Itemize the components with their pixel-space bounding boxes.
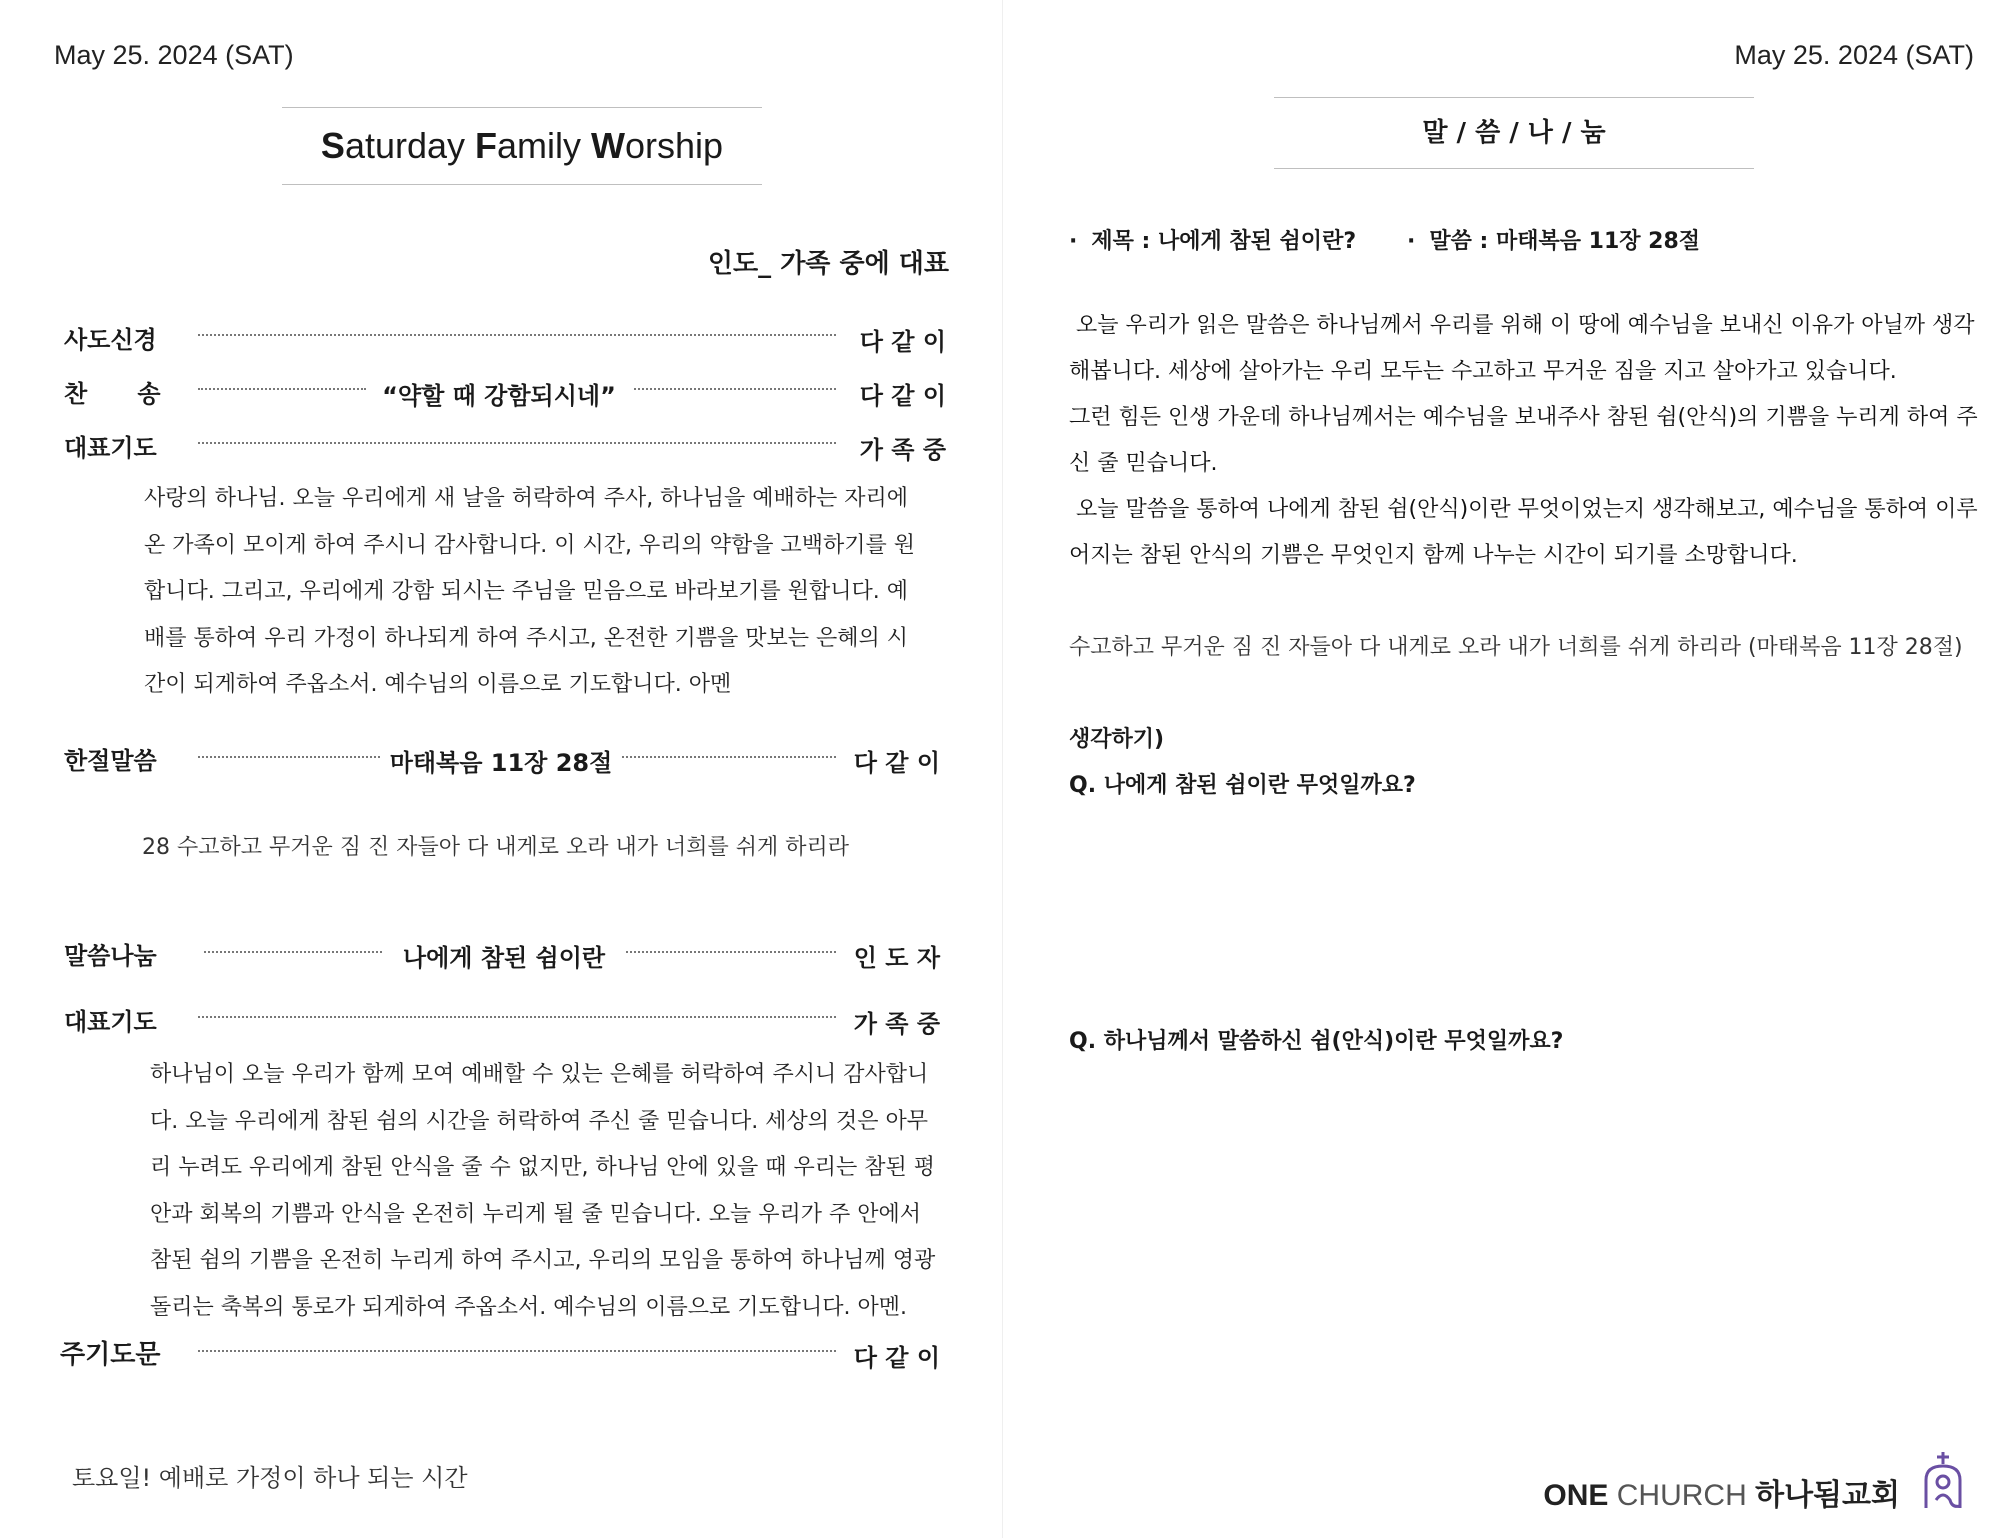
left-date: May 25. 2024 (SAT): [54, 40, 294, 70]
leader-note: 인도_ 가족 중에 대표: [707, 249, 949, 279]
row-lords-prayer-role: 다 같 이: [853, 1344, 940, 1372]
leader-dots: [634, 388, 836, 390]
think-heading: 생각하기): [1069, 727, 1165, 752]
row-apostles-creed-role: 다 같 이: [859, 328, 946, 356]
bullet: ·: [1069, 229, 1078, 254]
scripture-line: · 말씀 : 마태복음 11장 28절: [1407, 229, 1701, 254]
opening-prayer: 사랑의 하나님. 오늘 우리에게 새 날을 허락하여 주사, 하나님을 예배하는 자리에 온 가족이 모이게 하여 주시니 감사합니다. 이 시간, 우리의 약함을 고백하기를 원 합니다. 그리고, 우리에게 강함 되시는 주님을 믿음으로 바라보기를 원합니다. 예 배를 통하여 우리 가정이 하나되게 하여 주시고, 온전한 기쁨을 맛보는 은혜의 시 간이 되게하여 주옵소서. 예수님의 이름으로 기도합니다. 아멘: [144, 486, 915, 697]
row-scripture-label: 한절말씀: [64, 747, 157, 775]
row-prayer2-label: 대표기도: [64, 1008, 157, 1036]
leader-dots: [198, 1350, 836, 1352]
right-date: May 25. 2024 (SAT): [1734, 40, 1974, 70]
right-page: [1003, 0, 1998, 1538]
row-scripture-role: 다 같 이: [853, 749, 940, 777]
sharing-title: 말 / 씀 / 나 / 눔: [1274, 97, 1754, 169]
subject-line: · 제목 : 나에게 참된 쉼이란?: [1069, 229, 1357, 254]
leader-dots: [626, 951, 836, 953]
left-footer: 토요일! 예배로 가정이 하나 되는 시간: [72, 1464, 468, 1492]
title-text: Saturday Family Worship: [320, 125, 724, 166]
scripture-quote: 수고하고 무거운 짐 진 자들아 다 내게로 오라 내가 너희를 쉬게 하리라 (마태복음 11장 28절): [1069, 635, 1963, 660]
leader-dots: [198, 1016, 836, 1018]
row-lords-prayer-label: 주기도문: [60, 1340, 161, 1370]
bullet: ·: [1407, 229, 1416, 254]
closing-prayer: 하나님이 오늘 우리가 함께 모여 예배할 수 있는 은혜를 허락하여 주시니 감사합니 다. 오늘 우리에게 참된 쉼의 시간을 허락하여 주신 줄 믿습니다. 세상의 것은 아무 리 누려도 우리에게 참된 안식을 줄 수 없지만, 하나님 안에 있을 때 우리는 참된 평 안과 회복의 기쁨과 안식을 온전히 누리게 될 줄 믿습니다. 오늘 우리가 주 안에서 참된 쉼의 기쁨을 온전히 누리게 하여 주시고, 우리의 모임을 통하여 하나님께 영광 돌리는 축복의 통로가 되게하여 주옵소서. 예수님의 이름으로 기도합니다. 아멘.: [150, 1062, 936, 1320]
row-hymn-title: “약할 때 강함되시네”: [382, 382, 616, 410]
church-icon: [1918, 1450, 1968, 1514]
row-prayer2-role: 가 족 중: [853, 1010, 940, 1038]
row-sharing-label: 말씀나눔: [64, 942, 157, 970]
question-1: Q. 나에게 참된 쉼이란 무엇일까요?: [1069, 773, 1416, 798]
leader-dots: [198, 756, 380, 758]
leader-dots: [198, 334, 836, 336]
leader-dots: [198, 442, 836, 444]
leader-dots: [622, 756, 836, 758]
leader-dots: [204, 951, 382, 953]
church-logo-text: ONE CHURCH 하나됨교회: [1543, 1479, 1900, 1512]
worship-title: [282, 107, 762, 185]
row-sharing-topic: 나에게 참된 쉼이란: [402, 944, 606, 972]
sharing-body: 오늘 우리가 읽은 말씀은 하나님께서 우리를 위해 이 땅에 예수님을 보내신 이유가 아닐까 생각 해봅니다. 세상에 살아가는 우리 모두는 수고하고 무거운 짐을 지고 살아가고 있습니다. 그런 힘든 인생 가운데 하나님께서는 예수님을 보내주사 참된 쉼(안식)의 기쁨을 누리게 하여 주 신 줄 믿습니다. 오늘 말씀을 통하여 나에게 참된 쉼(안식)이란 무엇이었는지 생각해보고, 예수님을 통하여 이루 어지는 참된 안식의 기쁨은 무엇인지 함께 나누는 시간이 되기를 소망합니다.: [1069, 313, 1978, 568]
row-prayer-label: 대표기도: [64, 434, 157, 462]
leader-dots: [198, 388, 366, 390]
row-scripture-ref: 마태복음 11장 28절: [389, 749, 613, 777]
question-2: Q. 하나님께서 말씀하신 쉼(안식)이란 무엇일까요?: [1069, 1029, 1564, 1054]
scripture-verse: 28 수고하고 무거운 짐 진 자들아 다 내게로 오라 내가 너희를 쉬게 하리라: [142, 835, 849, 860]
row-hymn-role: 다 같 이: [859, 382, 946, 410]
row-sharing-role: 인 도 자: [853, 944, 940, 972]
row-prayer-role: 가 족 중: [859, 436, 946, 464]
row-apostles-creed-label: 사도신경: [64, 326, 157, 354]
row-hymn-label: 찬 송: [64, 380, 161, 408]
